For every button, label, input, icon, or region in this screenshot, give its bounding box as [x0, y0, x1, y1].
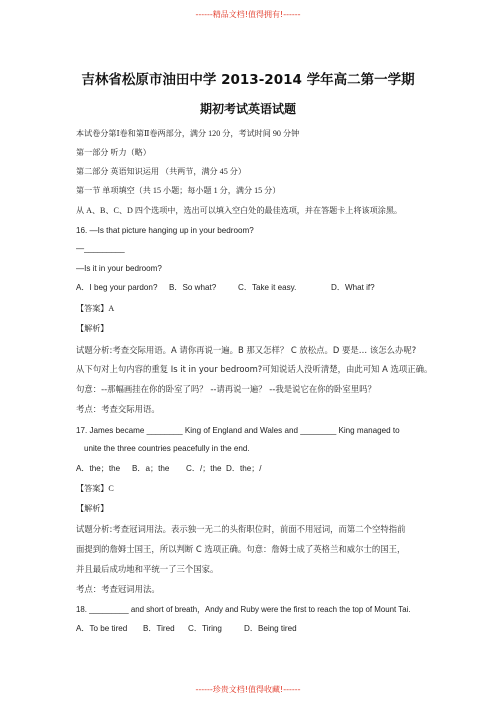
option-b: B．Tired: [143, 624, 175, 633]
intro-line: 第一节 单项填空（共 15 小题；每小题 1 分，满分 15 分）: [76, 186, 281, 195]
analysis-line: 从下句对上句内容的重复 Is it in your bedroom?可知说话人没听清楚，由此可知 A 选项正确。: [76, 364, 433, 374]
intro-line: 第二部分 英语知识运用 （共两节，满分 45 分）: [76, 167, 246, 176]
analysis-line: 试题分析:考查交际用语。A 请你再说一遍。B 那又怎样？ C 放松点。D 要是… 该怎么办呢?: [76, 345, 417, 355]
analysis-line: 考点：考查冠词用法。: [76, 584, 160, 594]
option-a: A．the；the: [76, 464, 121, 473]
exam-subtitle: 期初考试英语试题: [199, 102, 296, 116]
option-c: C．/；the: [186, 464, 222, 473]
analysis-label: 【解析】: [76, 504, 109, 513]
analysis-line: 试题分析:考查冠词用法。表示独一无二的头衔职位时，前面不用冠词，而第二个空特指前: [76, 524, 406, 534]
intro-line: 本试卷分第Ⅰ卷和第Ⅱ卷两部分，满分 120 分，考试时间 90 分钟: [76, 129, 300, 138]
option-d: D．the；/: [226, 464, 262, 473]
option-d: D．What if?: [331, 283, 375, 292]
footer-banner: ------珍贵文档!值得收藏!------: [195, 685, 301, 694]
analysis-line: 考点：考查交际用语。: [76, 404, 160, 414]
answer-label: 【答案】C: [76, 484, 114, 493]
analysis-line: 面提到的詹姆士国王，所以判断 C 选项正确。句意：詹姆士成了英格兰和威尔士的国王，: [76, 544, 406, 554]
header-banner: ------精品文档!值得拥有!------: [195, 10, 301, 19]
exam-title: 吉林省松原市油田中学 2013-2014 学年高二第一学期: [81, 72, 415, 88]
question-16-line: —Is it in your bedroom?: [76, 264, 162, 273]
option-b: B．a；the: [132, 464, 170, 473]
answer-label: 【答案】A: [76, 304, 115, 313]
analysis-label: 【解析】: [76, 324, 109, 333]
option-b: B．So what?: [169, 283, 217, 292]
question-18-stem: 18. _________ and short of breath，Andy and Ruby were the first to reach the top of Mount Tai.: [76, 605, 411, 614]
intro-line: 第一部分 听力（略）: [76, 148, 151, 157]
question-16-stem: 16. —Is that picture hanging up in your bedroom?: [76, 226, 254, 235]
question-17-stem: 17. James became ________ King of England and Wales and ________ King managed to: [76, 426, 400, 435]
option-a: A．To be tired: [76, 624, 128, 633]
intro-line: 从 A、B、C、D 四个选项中，选出可以填入空白处的最佳选项，并在答题卡上将该项涂黑。: [76, 206, 403, 215]
question-16-blank: —_________: [76, 244, 125, 253]
option-a: A．I beg your pardon?: [76, 283, 158, 292]
option-c: C．Take it easy.: [238, 283, 297, 292]
analysis-line: 句意：--那幅画挂在你的卧室了吗？ --请再说一遍？ --我是说它在你的卧室里吗？: [76, 384, 376, 394]
question-17-stem-cont: unite the three countries peacefully in the end.: [84, 444, 250, 453]
option-c: C．Tiring: [188, 624, 222, 633]
option-d: D．Being tired: [244, 624, 297, 633]
analysis-line: 并且最后成功地和平统一了三个国家。: [76, 564, 219, 574]
